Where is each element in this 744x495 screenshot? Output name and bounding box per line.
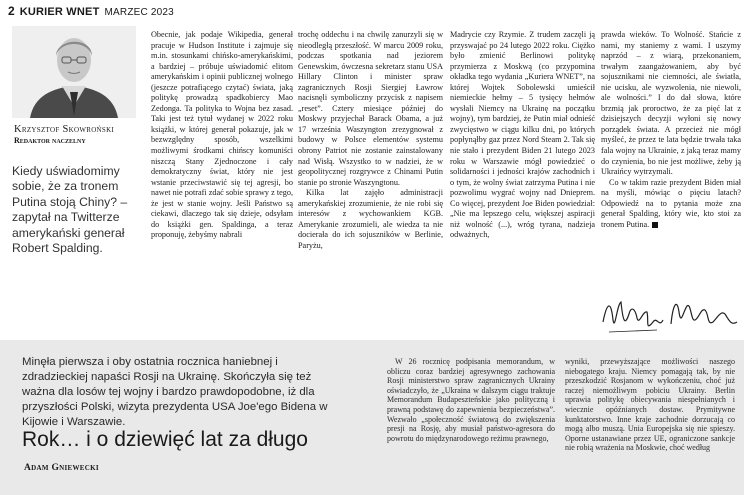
teaser-headline[interactable]: Rok… i o dziewięć lat za długo xyxy=(22,428,308,451)
author-photo xyxy=(12,26,136,118)
publication-name: KURIER WNET xyxy=(19,6,100,18)
teaser-column-2 xyxy=(565,357,735,493)
paragraph: Obecnie, jak podaje Wikipedia, generał pracuje w Hudson Institute i zajmuje się m.in. stosunkami chińsko-amerykańskimi, a bardziej – próbuje uświadomić elitom amerykańskim i opinii publicznej wolnego (jeszcze potrafiącego czytać) świata, jaką politykę prowadzą spadkobiercy Mao Zedonga. Ta polityka to Wojna bez zasad. Taki jest też tytuł wydanej w 2022 roku książki, w której generał pokazuje, jak w bezwzględny sposób, wszelkimi możliwymi środkami chińscy komuniści niszczą Stany Zjednoczone i cały demokratyczny świat, który nie jest wstanie przeciwstawić się tej agresji, bo nawet nie potrafi zdać sobie sprawy z tego, że jest w stanie wojny. Jeśli Państwo są ciekawi, dlaczego tak się dzieje, odsyłam do książki gen. Spaldinga, a teraz proponuję, żebyśmy nabrali xyxy=(151,30,293,240)
article-column-1 xyxy=(151,30,293,330)
page-number: 2 xyxy=(8,4,15,18)
paragraph: trochę oddechu i na chwilę zanurzyli się w nieodległą przeszłość. W marcu 2009 roku, podczas spotkania nad jeziorem Genewskim, ówczesna sekretarz stanu USA Hillary Clinton i minister spraw zagranicznych Rosji Siergiej Ławrow nacisnęli symboliczny przycisk z napisem „reset”. Cztery miesiące później do Moskwy przyjechał Barack Obama, a już 17 września Waszyngton zrezygnował z budowy w Polsce elementów systemu obrony Patriot nie zostanie zainstalowany nad Wisłą. Wszystko to w nadziei, że w geopolitycznej rozgrywce z Chinami Putin stanie po stronie Waszyngtonu. xyxy=(298,30,443,187)
teaser-lead: Minęła pierwsza i oby ostatnia rocznica haniebnej i zdradzieckiej napaści Rosji na Ukrainę. Skończyła się też ważna dla losów tej wojny i bardzo prawdopodobne, iż dla przyszłości Polski, wizyta prezydenta USA Joe'ego Bidena w Kijowie i Warszawie. xyxy=(22,356,328,428)
paragraph-final xyxy=(601,178,741,231)
teaser-byline: Adam Gniewecki xyxy=(24,463,99,473)
paragraph: W 26 rocznicę podpisania memorandum, w obliczu coraz bardziej agresywnego zachowania Rosji ministerstwo spraw zagranicznych Ukrainy oświadczyło, że „Ukraina w dalszym ciągu traktuje Memorandum Budapeszteńskie jako polityczną i prawną podstawę do zapewnienia bezpieczeństwa”. Wezwało „społeczność światową do zwiększenia presji na Rosję, aby musiał państwo-agresora do powrotu do międzynarodowego reżimu prawnego, xyxy=(387,357,555,443)
paragraph: Kilka lat zajęło administracji amerykańskiej zrozumienie, że nie robi się interesów z wychowankiem KGB. Amerykanie zrozumieli, ale wiedza ta nie docierała do ich sojuszników w Berlinie, Paryżu, xyxy=(298,188,443,250)
signature xyxy=(597,292,744,342)
issue-date: MARZEC 2023 xyxy=(104,7,174,18)
article-column-2 xyxy=(298,30,443,330)
paragraph-text: Co w takim razie prezydent Biden miał na myśli, mówiąc o pięciu latach? Odpowiedź na to pytania może zna generał Spalding, który wie, kto stoi za tronem Putina. xyxy=(601,177,741,229)
paragraph: Madrycie czy Rzymie. Z trudem zaczęli ją przyswajać po 24 lutego 2022 roku. Ciężko było zmienić Berlinowi politykę przymierza z Moskwą (co przypomina okładka tego wydania „Kuriera WNET”, na której Wojtek Sobolewski umieścił niemieckie hełmy – 5 tysięcy hełmów wysłali Niemcy na Ukrainę na początku wojny), tym bardziej, że Putin miał odnieść zwycięstwo w ciągu kilku dni, po których popłynąłby gaz przez Nord Steam 2. Tak się nie stało i prezydent Biden 21 lutego 2023 roku w Warszawie mógł powiedzieć o solidarności i jedności krajów zachodnich i o tym, że wolny świat zatrzyma Putina i nie pozwolimu wygrać wojny nad Dnieprem. Co więcej, prezydent Joe Biden powiedział: „Nie ma lepszego celu, większej aspiracji niż wolność (...), wróg tyrana, nadzieja odważnych, xyxy=(450,30,595,240)
author-name: Krzysztof Skowroński xyxy=(14,124,115,135)
author-info xyxy=(14,124,144,145)
end-mark-icon xyxy=(652,222,658,228)
article-column-3 xyxy=(450,30,595,330)
paragraph: prawda wieków. To Wolność. Stańcie z nami, my staniemy z wami. I uszymy naprzód – z wiarą, przekonaniem, trwałym zaangażowaniem, aby być sojusznikami nie ciemności, ale światła, nie ucisku, ale wyzwolenia, nie niewoli, ale wolności.” I do dał słowa, które brzmią jak proroctwo, że za pięć lat z dzisiejszych decyzji wyłoni się nowy porządek świata. A przecież nie mógł myśleć, że przez te lata będzie trwała taka fala wojny na Ukrainie, z jaką teraz mamy do czynienia, bo nie jest możliwe, żeby ją Ukraińcy wytrzymali. xyxy=(601,30,741,177)
author-role: Redaktor naczelny xyxy=(14,136,86,145)
article-column-4 xyxy=(601,30,741,300)
page-header xyxy=(8,4,174,20)
teaser-column-1 xyxy=(387,357,555,493)
pull-quote: Kiedy uświadomimy sobie, że za tronem Putina stoją Chiny? – zapytał na Twitterze amerykański generał Robert Spalding. xyxy=(12,164,128,256)
paragraph: wyniki, przewyższające możliwości naszego niebogatego kraju. Niemcy pomagają tak, by nie przeszkodzić Rosjanom w wykończeniu, choć już raczej niemożliwym pobiciu Ukrainy. Berlin uprawia politykę obiecywania niespełnianych i wiecznie opóźnianych dostaw. Prymitywne kunktatorstwo. Inne kraje zachodnie dorzucają co mogą albo muszą. Unia Europejska się nie spieszy. Oporne ustanawiane przez UE, ograniczone sankcje nie robią wrażenia na Moskwie, choć według xyxy=(565,357,735,453)
